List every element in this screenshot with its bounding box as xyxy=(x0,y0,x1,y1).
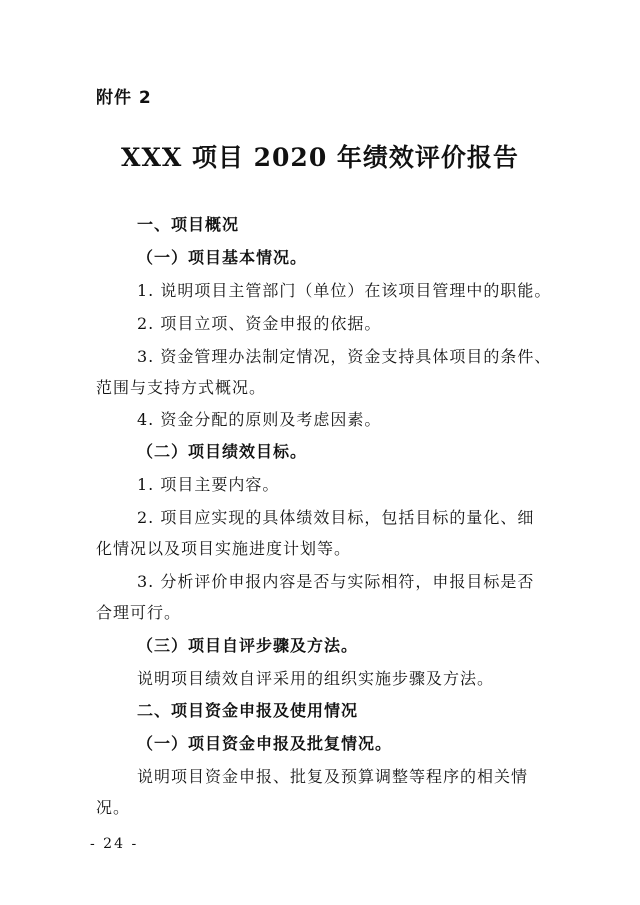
paragraph-line: 4. 资金分配的原则及考虑因素。 xyxy=(137,410,382,429)
paragraph-line: 况。 xyxy=(96,798,131,817)
paragraph-line: 3. 资金管理办法制定情况，资金支持具体项目的条件、 xyxy=(137,347,552,366)
paragraph-line: 范围与支持方式概况。 xyxy=(96,378,267,397)
subsection-heading-1-3: （三）项目自评步骤及方法。 xyxy=(137,636,359,655)
section-heading-1: 一、项目概况 xyxy=(137,215,240,234)
paragraph-line: 1. 项目主要内容。 xyxy=(137,475,280,494)
paragraph-line: 3. 分析评价申报内容是否与实际相符，申报目标是否 xyxy=(137,572,535,591)
section-heading-2: 二、项目资金申报及使用情况 xyxy=(137,701,359,720)
document-title: XXX 项目 2020 年绩效评价报告 xyxy=(121,143,519,172)
attachment-label: 附件 2 xyxy=(96,88,152,108)
page-number: - 24 - xyxy=(90,836,139,852)
paragraph-line: 说明项目资金申报、批复及预算调整等程序的相关情 xyxy=(137,767,529,786)
paragraph-line: 化情况以及项目实施进度计划等。 xyxy=(96,539,352,558)
paragraph-line: 2. 项目立项、资金申报的依据。 xyxy=(137,314,382,333)
paragraph-line: 说明项目绩效自评采用的组织实施步骤及方法。 xyxy=(137,669,495,688)
subsection-heading-1-1: （一）项目基本情况。 xyxy=(137,248,308,267)
subsection-heading-1-2: （二）项目绩效目标。 xyxy=(137,442,308,461)
paragraph-line: 合理可行。 xyxy=(96,603,182,622)
paragraph-line: 1. 说明项目主管部门（单位）在该项目管理中的职能。 xyxy=(137,281,552,300)
subsection-heading-2-1: （一）项目资金申报及批复情况。 xyxy=(137,734,393,753)
paragraph-line: 2. 项目应实现的具体绩效目标，包括目标的量化、细 xyxy=(137,508,535,527)
